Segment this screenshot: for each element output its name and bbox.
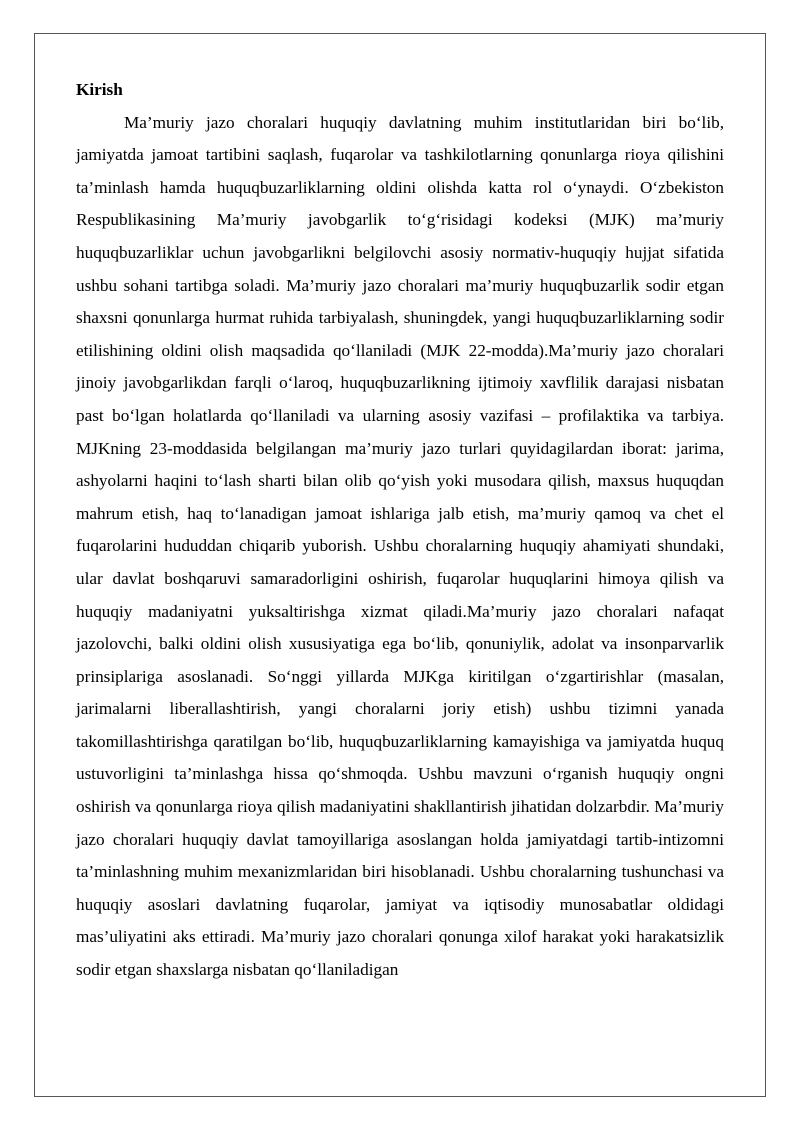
body-paragraph: Ma’muriy jazo choralari huquqiy davlatning muhim institutlaridan biri bo‘lib, jamiyatda jamoat tartibini saqlash, fuqarolar va tashkilotlarning qonunlarga rioya qilishini ta’minlash hamda huquqbuzarliklarning oldini olishda katta rol o‘ynaydi. O‘zbekiston Respublikasining Ma’muriy javobgarlik to‘g‘risidagi kodeksi (MJK) ma’muriy huquqbuzarliklar uchun javobgarlikni belgilovchi asosiy normativ-huquqiy hujjat sifatida ushbu sohani tartibga soladi. Ma’muriy jazo choralari ma’muriy huquqbuzarlik sodir etgan shaxsni qonunlarga hurmat ruhida tarbiyalash, shuningdek, yangi huquqbuzarliklarning sodir etilishining oldini olish maqsadida qo‘llaniladi (MJK 22-modda).Ma’muriy jazo choralari jinoiy javobgarlikdan farqli o‘laroq, huquqbuzarlikning ijtimoiy xavflilik darajasi nisbatan past bo‘lgan holatlarda qo‘llaniladi va ularning asosiy vazifasi – profilaktika va tarbiya. MJKning 23-moddasida belgilangan ma’muriy jazo turlari quyidagilardan iborat: jarima, ashyolarni haqini to‘lash sharti bilan olib qo‘yish yoki musodara qilish, maxsus huquqdan mahrum etish, haq to‘lanadigan jamoat ishlariga jalb etish, ma’muriy qamoq va chet el fuqarolarini hududdan chiqarib yuborish. Ushbu choralarning huquqiy ahamiyati shundaki, ular davlat boshqaruvi samaradorligini oshirish, fuqarolar huquqlarini himoya qilish va huquqiy madaniyatni yuksaltirishga xizmat qiladi.Ma’muriy jazo choralari nafaqat jazolovchi, balki oldini olish xususiyatiga ega bo‘lib, qonuniylik, adolat va insonparvarlik prinsiplariga asoslanadi. So‘nggi yillarda MJKga kiritilgan o‘zgartirishlar (masalan, jarimalarni liberallashtirish, yangi choralarni joriy etish) ushbu tizimni yanada takomillashtirishga qaratilgan bo‘lib, huquqbuzarliklarning kamayishiga va jamiyatda huquq ustuvorligini ta’minlashga hissa qo‘shmoqda. Ushbu mavzuni o‘rganish huquqiy ongni oshirish va qonunlarga rioya qilish madaniyatini shakllantirish jihatidan dolzarbdir. Ma’muriy jazo choralari huquqiy davlat tamoyillariga asoslangan holda jamiyatdagi tartib-intizomni ta’minlashning muhim mexanizmlaridan biri hisoblanadi. Ushbu choralarning tushunchasi va huquqiy asoslari davlatning fuqarolar, jamiyat va iqtisodiy munosabatlar oldidagi mas’uliyatini aks ettiradi. Ma’muriy jazo choralari qonunga xilof harakat yoki harakatsizlik sodir etgan shaxslarga nisbatan qo‘llaniladigan — [76, 112, 724, 980]
document-body — [76, 74, 724, 987]
section-heading: Kirish — [76, 80, 123, 99]
